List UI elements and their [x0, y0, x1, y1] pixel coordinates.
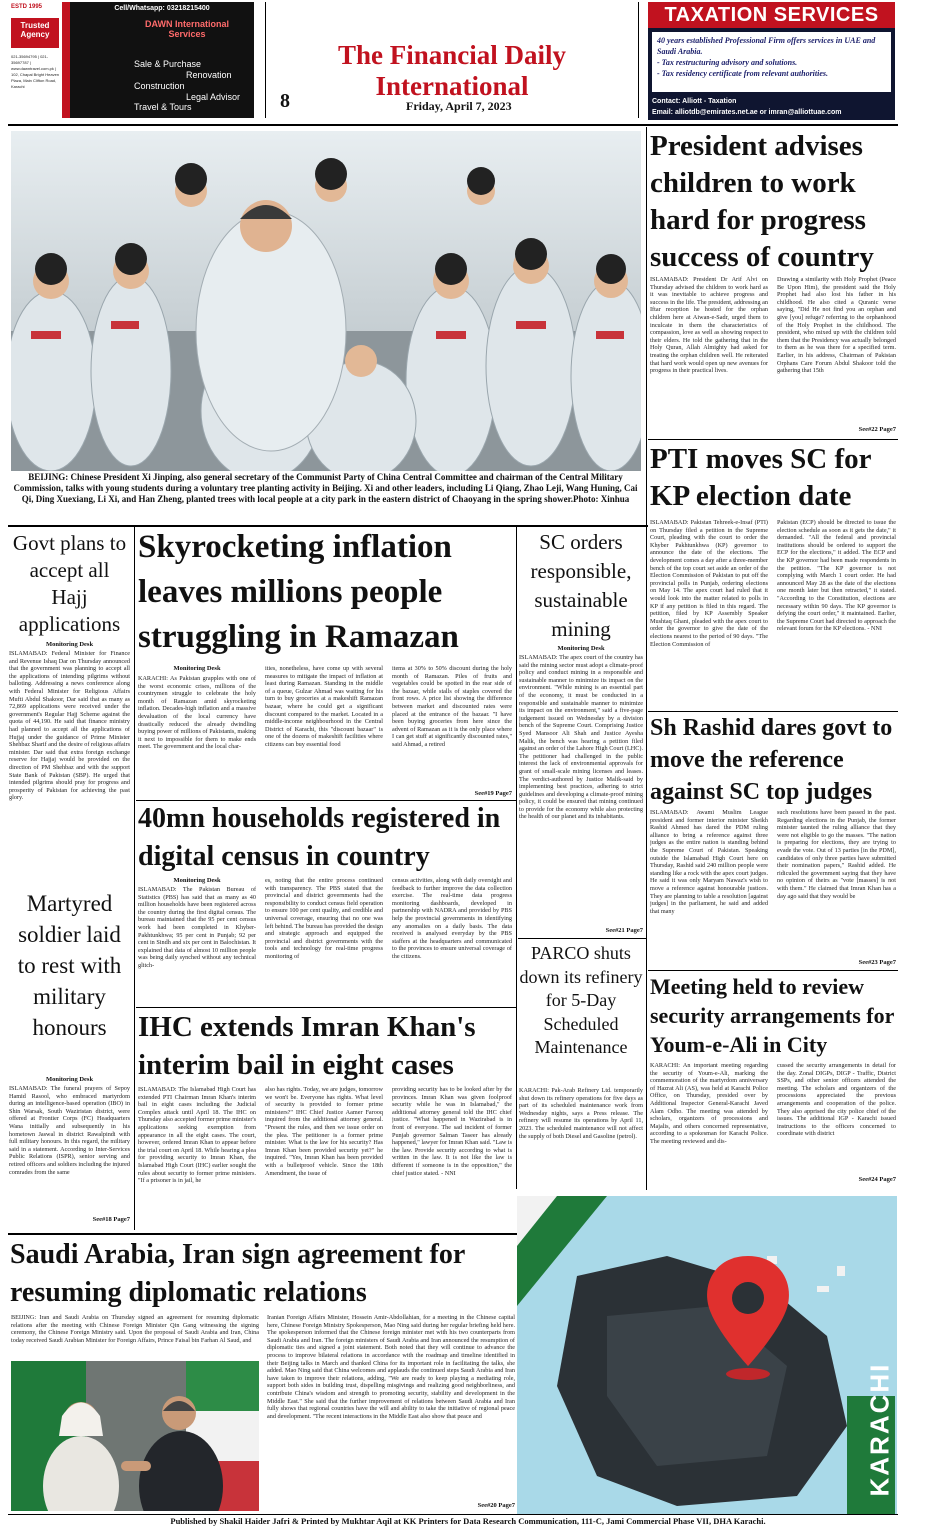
- headline-census: 40mn households registered in digital census in country: [138, 803, 501, 872]
- byline-mining: Monitoring Desk: [557, 645, 605, 652]
- ad-service: Renovation: [186, 70, 232, 80]
- ad-whatsapp: Cell/Whatsapp: 03218215400: [114, 5, 210, 12]
- ad-accent-bar: [62, 2, 70, 118]
- column-rule: [134, 527, 135, 1230]
- ad-logo: Trusted Agency: [11, 18, 59, 48]
- story-ihc-col3: providing security has to be looked after by the provinces. Imran Khan was given foolproof security while he was in Islamabad," the additional attorney general told the IHC chief justice. "What happened in Wazirabad is in front of everyone. The sad incident of former Punjab governor Salman Taseer has already happened," lawyer for Imran Khan said. "Law is the law. Provide security according to what is written in the law. It is not like the law is different if someone is in the opposition," the chief justice stated. - NNI: [392, 1086, 512, 1177]
- byline-soldier: Monitoring Desk: [45, 1076, 94, 1083]
- lead-photo: [11, 131, 641, 471]
- headline-saudi-iran: Saudi Arabia, Iran sign agreement for resuming diplomatic relations: [10, 1239, 465, 1308]
- rule: [648, 970, 898, 971]
- story-president-col2: Drawing a similarity with Holy Prophet (Peace Be Upon Him), the president said the Holy Prophet had also lost his father in his childhood. He also cited a Quranic verse saying, "Did He not find you an orphan and give [you] refuge? referring to the orphanhood of the Holy Prophet in the childhood. The president, who mixed up with the children told them that the Presidency was actually belonged to them as he was there for a specified term. Earlier, in his address, Chairman of Pakistan Orphans Care Forum Abdul Shakoor told the gathering that 15th: [777, 276, 896, 375]
- byline-hajj: Monitoring Desk: [45, 641, 94, 648]
- byline-census: Monitoring Desk: [173, 877, 221, 884]
- saudi-iran-photo-illustration: [11, 1361, 259, 1511]
- saudi-iran-photo: [11, 1361, 259, 1511]
- headline-mining: SC orders responsible, sustainable mining: [530, 530, 632, 641]
- headline-parco: PARCO shuts down its refinery for 5-Day Scheduled Maintenance: [519, 943, 643, 1057]
- headline-rashid: Sh Rashid dares govt to move the reference against SC top judges: [650, 715, 893, 805]
- story-hajj-body: ISLAMABAD: Federal Minister for Finance and Revenue Ishaq Dar on Thursday announced that the government was planning to accept all the applications of intending pilgrims without balloting. Addressing a news conference along with Federal Minister for Religious Affairs Mufti Abdul Shakoor, Dar said that as many as 72,869 applications were received under the government's Regular Hajj Scheme against the quota of 44,190. He said that finance ministry had planned to accept all the applications of Hujjaj under the guidance of Prime Minister Shehbaz Sharif and the desire of religious affairs minister. Dar said that extra foreign exchange reserve for Hajjaj would be provided on the direction of PM Shehbaz and with the support State Bank of Pakistan (SBP). He urged that intended pilgrims should pray for progress and prosperity of Pakistan for achieving the past glory.: [9, 650, 130, 802]
- story-census-col2: es, noting that the entire process continued with transparency. The PBS stated that the provincial and district governments had the responsibility to conduct census field operation to ensure 100 per cent quality, and credible and universal coverage, ensuring that no one was left behind. The bureau has provided the design and strategic approach and equipped the provincial and district governments with the tools and technology for real-time progress monitoring of: [265, 877, 383, 960]
- ad-company: DAWN International Services: [144, 19, 229, 39]
- page-number: 8: [280, 90, 290, 112]
- paper-name: The Financial Daily International: [337, 40, 567, 101]
- headline-inflation: Skyrocketing inflation leaves millions people struggling in Ramazan: [138, 529, 459, 655]
- rule: [518, 938, 646, 939]
- story-president-col1: ISLAMABAD: President Dr Arif Alvi on Thursday advised the children to work hard as it was inevitable to achieve progress and success in the life. The president, addressing an Iftar reception he hosted for the orphan children here at Aiwan-e-Sadr, urged them to inculcate in them the characteristics of compassion, love as well as showing respect to their elders. He told the gathering that in the Holy Quran, Allah Almighty had asked for treating the orphan children well. He reiterated that hard work would open up new avenues for progress in their practical lives.: [650, 276, 768, 375]
- lead-photo-illustration: [11, 131, 641, 471]
- story-census-col3: census activities, along with daily oversight and feedback to further improve the data collection exercise. The real-time data progress monitoring dashboards, developed in partnership with NADRA and provided by PBS help the provincial governments in identifying any anomalies on a daily basis. The data received is analysed everyday by the PBS staffers at the headquarters and communicated to the provinces to ensure universal coverage of the citizens.: [392, 877, 512, 960]
- karachi-promo-graphic: [517, 1196, 897, 1515]
- story-rashid-col1: ISLAMABAD: Awami Muslim League president and former interior minister Sheikh Rashid Ahmed has dared the PDM ruling alliance to bring a reference against three judges as the entire nation is standing behind the Supreme Court of Pakistan. Speaking outside the Islamabad High Court here on Thursday, Rashid said 240 million people were standing like a rock with the apex court judges. He said it was only Maryam Nawaz's wish to move a reference against honourable justices. They are planning to table a resolution [against judges] in the parliament, he said and added that many: [650, 809, 768, 915]
- ad-taxation-line: - Tax residency certificate from relevant authorities.: [657, 69, 829, 78]
- story-inflation-col3: items at 30% to 50% discount during the holy month of Ramazan. Piles of fruits and vegetables could be spotted in the rear side of the bazaar, while stalls of staples covered the front rows. A price list showing the difference between market and discounted rates were placed at the entrance of the bazaar. "I have been buying groceries from here since the advent of Ramazan as it is the only place where I can get stuff at significantly discounted rates," said Ahmad, a retired: [392, 665, 512, 748]
- headline-hajj: Govt plans to accept all Hajj applications: [12, 531, 127, 636]
- ad-taxation-services: [648, 2, 895, 120]
- story-inflation-col2: ities, nonetheless, have come up with several measures to mitigate the impact of inflation at least during Ramazan. Standing in the middle of a queue, Gulzar Ahmad was waiting for his turn to buy groceries at a makeshift Ramazan bazaar, where he could get a significant discount compared to the market. Located in a middle-income neighbourhood in the Central District of Karachi, this "discount bazaar" is one of the dozens of makeshift facilities where citizens can buy essential food: [265, 665, 383, 748]
- see-ref-youm-e-ali: See#24 Page7: [858, 1176, 896, 1183]
- ad-dawn-international: [8, 2, 254, 118]
- story-soldier-body: ISLAMABAD: The funeral prayers of Sepoy Hamid Rasool, who embraced martyrdom during an intelligence-based operation (IBO) in Shin Warsak, South Waziristan district, were offered at Frontier Corps (FC) Headquarters Wana initially and subsequently in his hometown Jaswal in district Rawalpindi with full military honours. In this regard, the military said in a statement. According to Inter-Services Public Relations (ISPR), senior serving and retired officers and soldiers including the injured comrades from the same: [9, 1085, 130, 1176]
- ad-taxation-box: [652, 32, 891, 92]
- lead-photo-caption: BEIJING: Chinese President Xi Jinping, also general secretary of the Communist Party of China Central Committee and chairman of the Central Military Commission, talks with young students during a voluntary tree planting activity in Beijing. Xi and other leaders, including Li Qiang, Zhao Leji, Wang Huning, Cai Qi, Ding Xuexiang, Li Xi, and Han Zheng, planted trees with local people at a city park in the eastern district of Chaoyang in the spring shower.Photo: Xinhua: [13, 472, 638, 504]
- see-ref-rashid: See#23 Page7: [858, 959, 896, 966]
- story-saudi-iran-col2: Iranian Foreign Affairs Minister, Hossein Amir-Abdollahian, for a meeting in the Chinese capital here, Chinese Foreign Ministry Spokesperson, Mao Ning said during her regular briefing held here. The spokesperson informed that the Chinese foreign minister met with his two counterparts from Saudi Arabia and Iran. The foreign ministers of Saudi Arabia and Iran announced the resumption of diplomatic ties and signed a joint statement. Both noted that they will continue to advance the process to improve bilateral relations in accordance with the roadmap and timeline identified in their Beijing talks in March and thanked China for its important role in facilitating the talks, she added. Mao Ning said that China welcomes and applauds the continued steps Saudi Arabia and Iran have taken to improve their relations, adding, "We are ready to keep playing a mediating role, support both sides in building trust, dispelling misgivings and realizing good neighborliness, and contribute China's wisdom and strength to promoting security, stability and development in the Middle East." She said that the further improvement of relations between Saudi Arabia and Iran fully shows that regional countries have the will and ability to take the initiative of regional peace and development. "The recent interactions in the Middle East also show that peace and: [267, 1314, 515, 1420]
- story-parco-body: KARACHI: Pak-Arab Refinery Ltd. temporarily shut down its refinery operations for five days as part of its scheduled maintenance work from Wednesday nights, says a Press release. The refinery will resume its operations by April 11, 2023. The scheduled maintenance will not affect the supply of both Diesel and Gasoline (petrol).: [519, 1087, 643, 1140]
- see-ref-saudi-iran: See#20 Page7: [477, 1502, 515, 1509]
- story-ihc-col1: ISLAMABAD: The Islamabad High Court has extended PTI Chairman Imran Khan's interim bail in eight cases including the Judicial Complex attack until April 18. The IHC on Thursday also accepted former prime minister's applications seeking exemption from appearance in all the eight cases. The court, however, ordered Imran Khan to appear before the trial court on April 18. While hearing a plea for providing security to Imran Khan, the Islamabad High Court (IHC) earlier sought the rules about security to former prime ministers. "If a prisoner is in jail, he: [138, 1086, 256, 1185]
- see-ref-inflation: See#19 Page7: [474, 790, 512, 797]
- headline-soldier: Martyred soldier laid to rest with military honours: [17, 891, 122, 1040]
- column-rule: [516, 527, 517, 1189]
- column-rule: [646, 127, 647, 1190]
- ad-taxation-line: 40 years established Professional Firm offers services in UAE and Saudi Arabia.: [657, 36, 876, 56]
- see-ref-soldier: See#18 Page7: [92, 1216, 130, 1223]
- rule: [648, 439, 898, 440]
- footer-rule: [8, 1514, 898, 1515]
- ad-taxation-contact: [652, 96, 891, 118]
- headline-pti: PTI moves SC for KP election date: [650, 443, 871, 512]
- story-youm-e-ali-col2: cussed the security arrangements in detail for the day. Zonal DIGPs, DIGP - Traffic, District SSPs, and other senior officers attended the meeting. The scholars and organizers of the processions appreciated the previous arrangements and cooperation of the police. They also apprised the city police chief of the issues. The additional IGP - Karachi issued instructions to the officers concerned to coordinate with district: [777, 1062, 896, 1138]
- ad-taxation-contact-line: Email: alliotdb@emirates.net.ae or imran@alliottuae.com: [652, 109, 842, 116]
- rule: [8, 1233, 518, 1235]
- story-youm-e-ali-col1: KARACHI: An important meeting regarding the security of Youm-e-Ali, marking the commemoration of the martyrdom anniversary of Hazrat Ali (AS), was held at Karachi Police Office, on Thursday, presided over by Additional Inspector General-Karachi Javed Alam Odho. The meeting was attended by scholars, organizers of processions and Majalis, and others concerned representative, according to a spokesman for Karachi Police. The meeting reviewed and dis-: [650, 1062, 768, 1145]
- story-saudi-iran-intro: BEIJING: Iran and Saudi Arabia on Thursday signed an agreement for resuming diplomatic relations after the meeting with Chinese Foreign Minister Qin Gang witnessing the signing ceremony, the Chinese Foreign Ministry said. Upon the proposal of Saudi Arabia and Iran, China today received Saudi Arabian Minister for Foreign Affairs, Prince Faisal bin Farhan Al Saud, and: [11, 1314, 259, 1344]
- byline-inflation: Monitoring Desk: [173, 665, 221, 672]
- publication-date: Friday, April 7, 2023: [406, 99, 512, 113]
- ad-service: Construction: [134, 81, 185, 91]
- story-pti-col2: Pakistan (ECP) should be directed to issue the election schedule as soon as it gets the date," it demanded. "All the federal and provincial institutions should be ordered to support the ECP for the elections," it added. The ECP and the KP governor had been made respondents in the petition. "The KP governor is not complying with March 1 court order. He had announced May 28 as the date of the elections one month later but then retracted," it stated. "According to the Constitution, elections are necessary within 90 days. The KP governor is defying the court order," it maintained. Earlier, the Supreme Court had directed to approach the relevant forum for the KP elections. - NNI: [777, 519, 896, 633]
- story-mining-body: ISLAMABAD: The apex court of the country has said the mining sector must adopt a climate-proof policy and conduct mining in a responsible and sustainable manner to minimize its impact on the environment. "While mining is an essential part of the economy, it must be conducted in a responsible and sustainable manner to minimize its impact on the environment," said a five-page judgement issued on Wednesday by a division bench of the Supreme Court. Comprising Justice Syed Mansoor Ali Shah and Justice Ayesha Malik, the bench was hearing a petition filed against an order of the Lahore High Court (LHC). The petitioner had challenged in the public interest the lack of environmental approvals for grant of small-scale mining licenses and leases. The verdict-authored by Justice Malik-said by implementing best practices, adhering to strict guidelines and developing a climate-proof mining policy, it could be ensured that mining continued to provide for the economy while also protecting the health of our planet and its inhabitants.: [519, 654, 643, 821]
- ad-service: Sale & Purchase: [134, 59, 202, 69]
- story-pti-col1: ISLAMABAD: Pakistan Tehreek-e-Insaf (PTI) on Thursday filed a petition in the Supreme Court, pleading with the court to order the Khyber Pakhtunkhwa (KP) governor to announce the date of the elections. The development comes a day after a three-member bench of the top court set aside an order of the Election Commission of Pakistan to put off the provincial polls in Punjab, ordering elections on May 14. The apex court had ruled that it would look into the matter related to polls in KP if any petition is filed in this regard. The petition, filed by KP Assembly Speaker Mushtaq Ghani, pleaded with the apex court to order the governor to give the date of the elections nearest to the period of 90 days. "The Election Commission of: [650, 519, 768, 648]
- see-ref-mining: See#21 Page7: [605, 927, 643, 934]
- headline-president: President advises children to work hard for progress success of country: [650, 130, 874, 273]
- ad-service: Legal Advisor: [186, 92, 241, 102]
- story-inflation-col1: KARACHI: As Pakistan grapples with one of the worst economic crises, millions of the countrymen struggle to celebrate the holy month of Ramazan amid skyrocketing inflation. Decades-high inflation and a massive devaluation of the local currency have drastically reduced the already dwindling buying power of millions of Pakistanis, making it next to impossible for them to make ends meet. The government and the local char-: [138, 675, 256, 751]
- see-ref-president: See#22 Page7: [858, 426, 896, 433]
- ad-taxation-line: - Tax restructuring advisory and solutions.: [657, 58, 798, 67]
- story-census-col1: ISLAMABAD: The Pakistan Bureau of Statistics (PBS) has said that as many as 40 million households have been registered across the country during the first digital census. The bureau maintained that the 95 per cent census work had been completed in Khyber-Pakhtunkhwa; 95 per cent in Punjab; 92 per cent in Sindh and six per cent in Balochistan. It explained that data of almost 10 million people was being daily synched without any technical glitch-: [138, 886, 256, 969]
- ad-est: ESTD 1995: [11, 4, 43, 10]
- footer-imprint: Published by Shakil Haider Jafri & Printed by Mukhtar Aqil at KK Printers for Data Research Communication, 111-C, Jami Commercial Phase VII, DHA Karachi.: [170, 1516, 766, 1526]
- ad-taxation-title: TAXATION SERVICES: [648, 2, 895, 28]
- promo-city-label: KARACHI: [864, 1362, 895, 1497]
- headline-youm-e-ali: Meeting held to review security arrangements for Youm-e-Ali in City: [650, 974, 894, 1057]
- ad-taxation-contact-line: Contact: Alliott - Taxation: [652, 98, 737, 105]
- headline-ihc: IHC extends Imran Khan's interim bail in eight cases: [138, 1011, 476, 1081]
- story-rashid-col2: such resolutions have been passed in the past. Regarding elections in the Punjab, the former minister taunted the ruling alliance that they were not eligible to go the masses. "The nation is preparing for elections, they are trying to evade the vote. Out of 13 parties [in the PDM], candidates of only three parties have submitted their nomination papers," Rashid added. He ridiculed the government saying that they have no opinion of theirs as "vote [masses] is not with them." He claimed that Imran Khan has a day ago said that they would be: [777, 809, 896, 900]
- ad-contact-lines: 021-35694795 | 021-35697787 | www.dawntravel.com.pk | 102, Chapal Bright Heaven Plaza, Main Clifton Road, Karachi: [11, 54, 60, 89]
- masthead: [265, 2, 639, 118]
- ad-service: Travel & Tours: [134, 102, 192, 112]
- karachi-map-illustration: [517, 1196, 897, 1515]
- masthead-rule: [8, 124, 898, 126]
- story-ihc-col2: also has rights. Today, we are judges, tomorrow we won't be. Everyone has rights. What level of security is provided to former prime ministers?" IHC Chief Justice Aamer Farooq inquired from the additional attorney general. "Present the rules, and then we issue order on the plea. The petitioner is a former prime minister. What is the law for his security? Has Imran Khan been provided security yet?" he inquired. "Yes, Imran Khan has been provided with a bulletproof vehicle. Since the 18th Amendment, the issue of: [265, 1086, 383, 1177]
